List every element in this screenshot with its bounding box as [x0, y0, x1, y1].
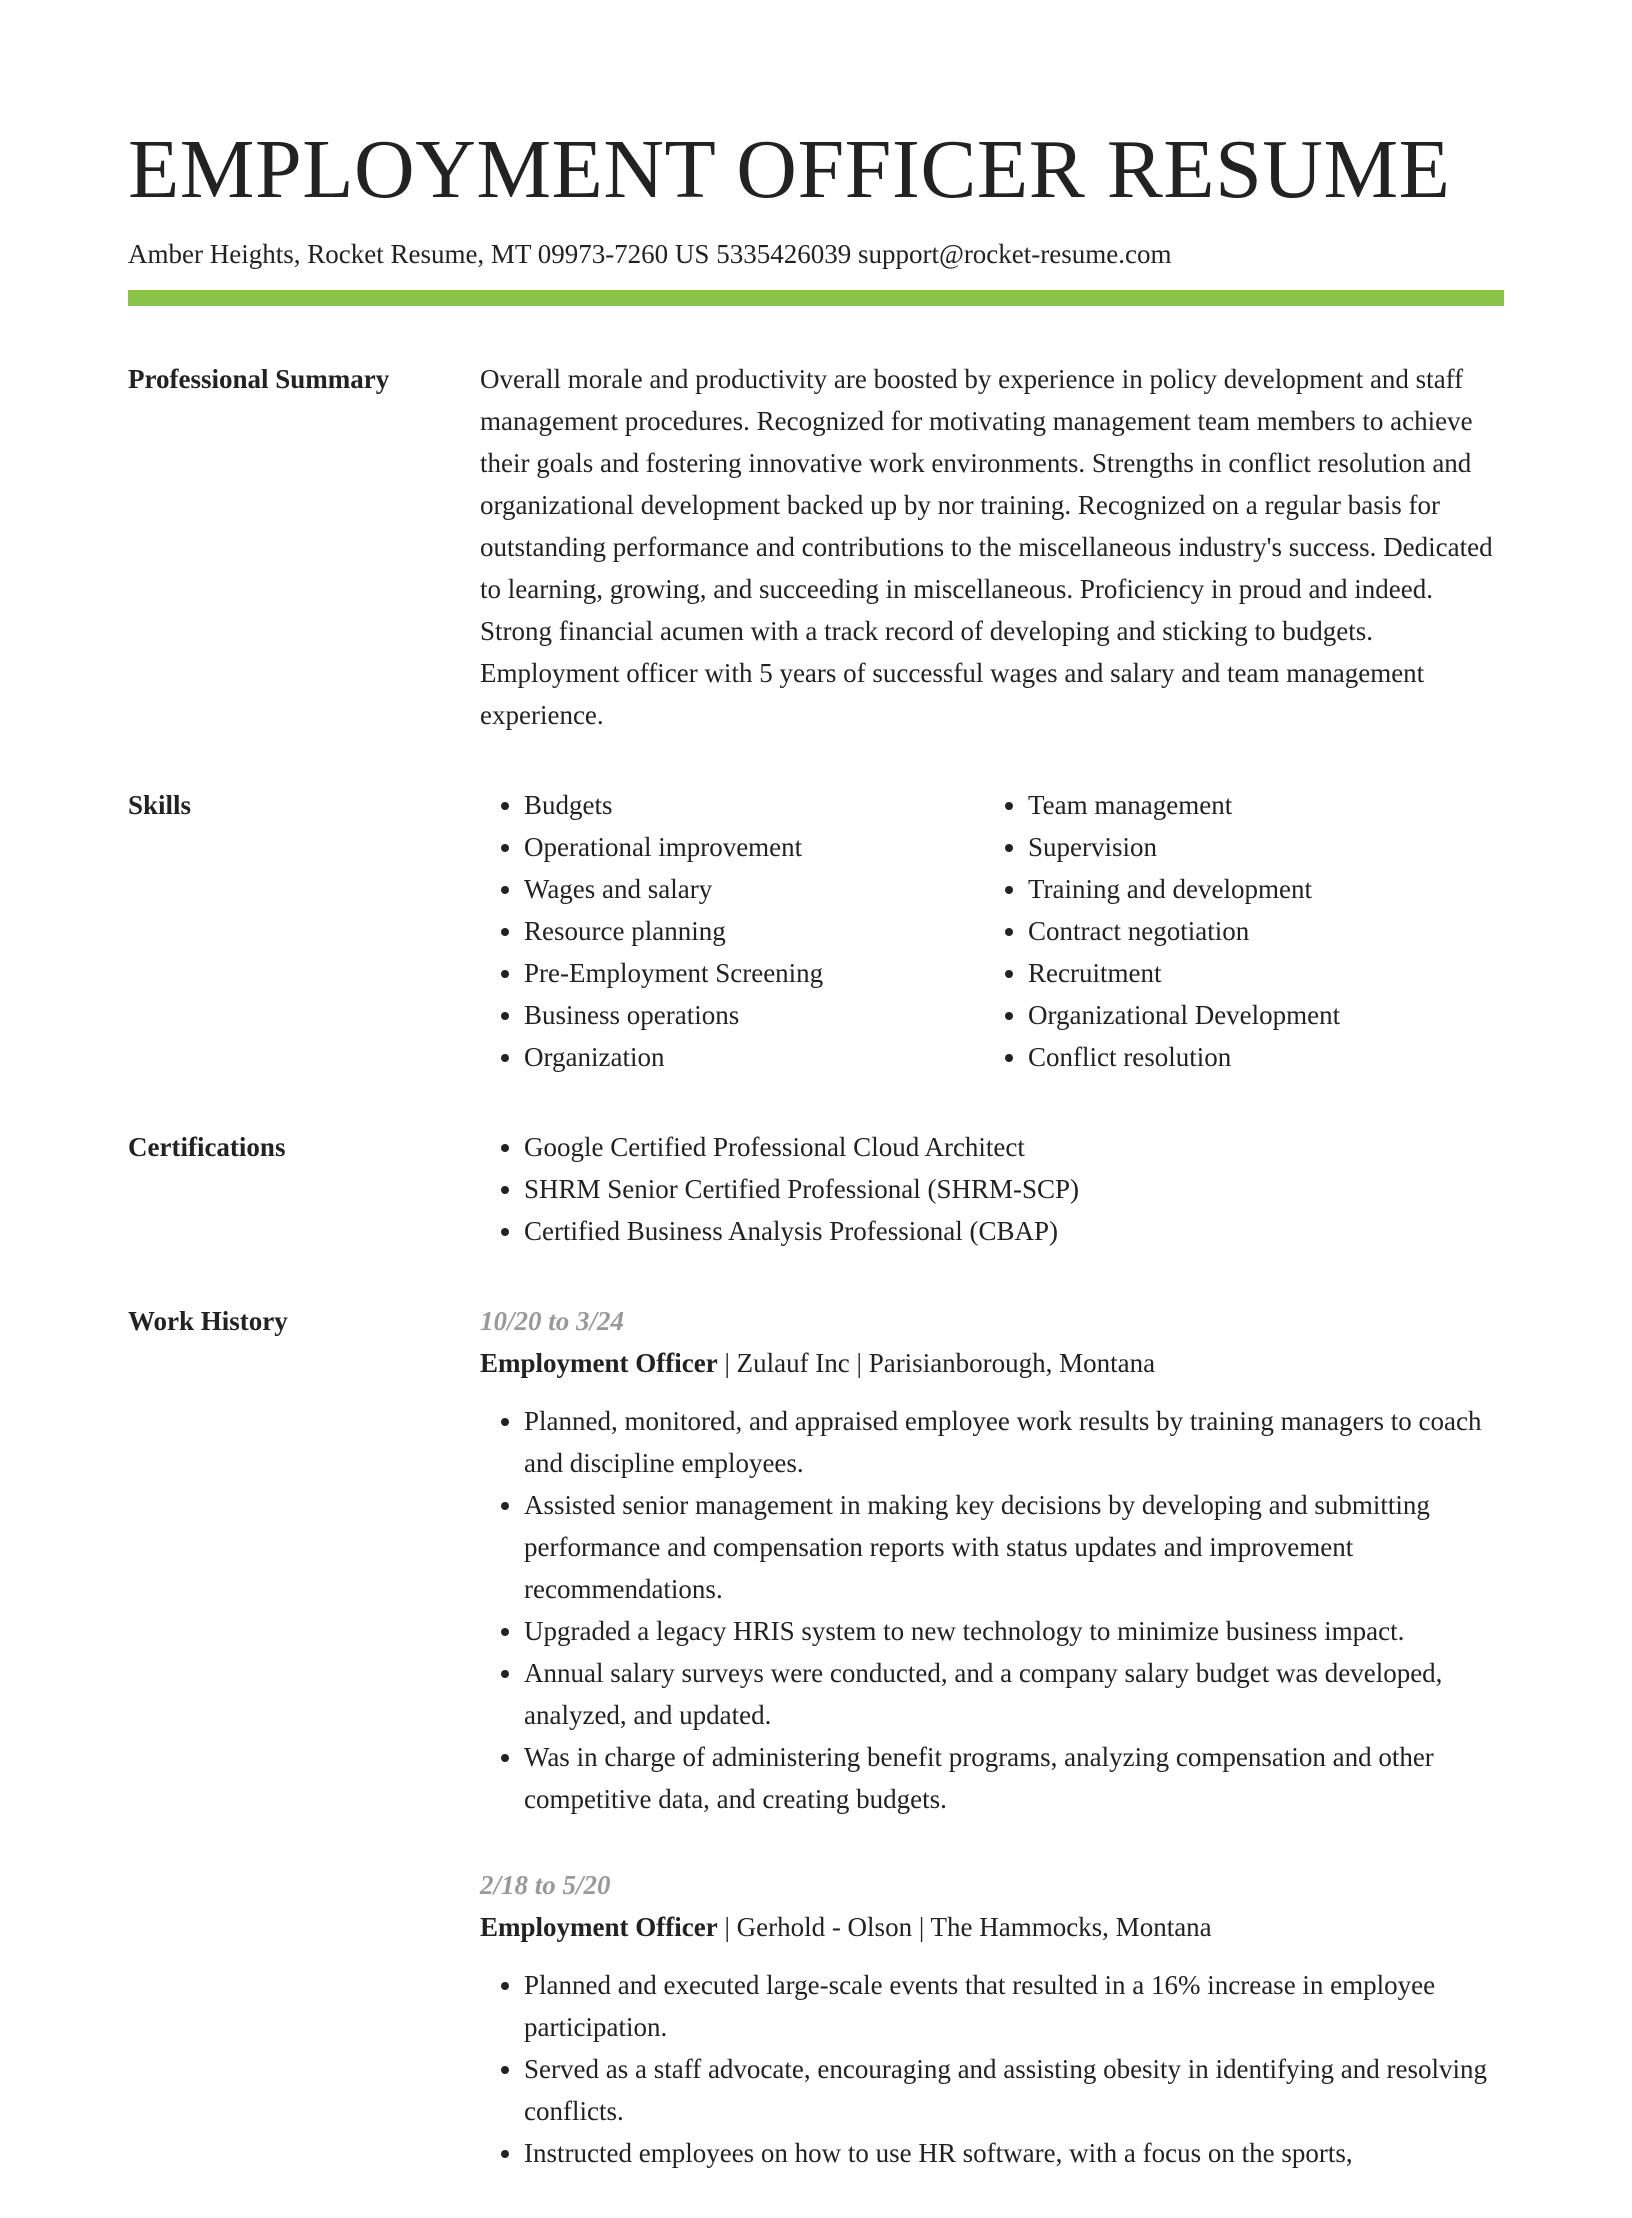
job-dates: 10/20 to 3/24: [480, 1306, 625, 1336]
certification-item: • Google Certified Professional Cloud Architect: [524, 1126, 1504, 1168]
job-bullet: • Instructed employees on how to use HR software, with a focus on the sports,: [524, 2132, 1504, 2174]
job-bullets: [480, 1964, 1504, 2174]
skill-item: • Pre-Employment Screening: [524, 952, 984, 994]
contact-line: Amber Heights, Rocket Resume, MT 09973-7260 US 5335426039 support@rocket-resume.com: [128, 239, 1172, 269]
skill-item: • Supervision: [1028, 826, 1488, 868]
job-bullet: • Planned and executed large-scale events that resulted in a 16% increase in employee participation.: [524, 1964, 1504, 2048]
skills-list-right: [984, 784, 1488, 1078]
job-heading: [480, 1342, 1504, 1384]
job-title: Employment Officer: [480, 1912, 718, 1942]
skill-item: • Conflict resolution: [1028, 1036, 1488, 1078]
skills-label: Skills: [128, 790, 192, 820]
job-bullet: • Annual salary surveys were conducted, and a company salary budget was developed, analyzed, and updated.: [524, 1652, 1504, 1736]
certification-item: • Certified Business Analysis Professional (CBAP): [524, 1210, 1504, 1252]
skills-section: [128, 784, 1504, 1078]
work-history-section: [128, 1300, 1504, 2218]
job-title: Employment Officer: [480, 1348, 718, 1378]
job-bullet: • Was in charge of administering benefit programs, analyzing compensation and other competitive data, and creating budgets.: [524, 1736, 1504, 1820]
job-bullet: • Served as a staff advocate, encouraging and assisting obesity in identifying and resolving conflicts.: [524, 2048, 1504, 2132]
skill-item: • Recruitment: [1028, 952, 1488, 994]
skill-item: • Operational improvement: [524, 826, 984, 868]
skill-item: • Training and development: [1028, 868, 1488, 910]
skill-item: • Budgets: [524, 784, 984, 826]
certifications-label: Certifications: [128, 1132, 286, 1162]
skills-list-left: [480, 784, 984, 1078]
skill-item: • Business operations: [524, 994, 984, 1036]
job-employer-location: | Gerhold - Olson | The Hammocks, Montana: [717, 1912, 1212, 1942]
certifications-list: [480, 1126, 1504, 1252]
job-employer-location: | Zulauf Inc | Parisianborough, Montana: [717, 1348, 1156, 1378]
skill-item: • Contract negotiation: [1028, 910, 1488, 952]
certification-item: • SHRM Senior Certified Professional (SHRM-SCP): [524, 1168, 1504, 1210]
certifications-section: [128, 1126, 1504, 1252]
summary-section: [128, 358, 1504, 736]
job-heading: [480, 1906, 1504, 1948]
skill-item: • Wages and salary: [524, 868, 984, 910]
summary-label: Professional Summary: [128, 364, 390, 394]
skill-item: • Organization: [524, 1036, 984, 1078]
job-entry: [480, 1300, 1504, 1820]
job-bullet: • Upgraded a legacy HRIS system to new technology to minimize business impact.: [524, 1610, 1504, 1652]
job-bullet: • Assisted senior management in making key decisions by developing and submitting performance and compensation reports with status updates and improvement recommendations.: [524, 1484, 1504, 1610]
skill-item: • Resource planning: [524, 910, 984, 952]
work-history-label: Work History: [128, 1306, 288, 1336]
accent-divider: [128, 290, 1504, 306]
job-bullet: • Planned, monitored, and appraised employee work results by training managers to coach and discipline employees.: [524, 1400, 1504, 1484]
job-entry: [480, 1864, 1504, 2174]
resume-page: [128, 0, 1504, 2218]
job-dates: 2/18 to 5/20: [480, 1870, 611, 1900]
work-history-body: [480, 1300, 1504, 2218]
job-bullets: [480, 1400, 1504, 1820]
skill-item: • Team management: [1028, 784, 1488, 826]
summary-body: [480, 358, 1504, 736]
summary-text: Overall morale and productivity are boosted by experience in policy development and staff management procedures. Recognized for motivating management team members to achieve their goals and fostering innovative work environments. Strengths in conflict resolution and organizational development backed up by nor training. Recognized on a regular basis for outstanding performance and contributions to the miscellaneous industry's success. Dedicated to learning, growing, and succeeding in miscellaneous. Proficiency in proud and indeed. Strong financial acumen with a track record of developing and sticking to budgets. Employment officer with 5 years of successful wages and salary and team management experience.: [480, 364, 1493, 730]
resume-title: EMPLOYMENT OFFICER RESUME: [128, 123, 1451, 216]
skill-item: • Organizational Development: [1028, 994, 1488, 1036]
skills-body: [480, 784, 1504, 1078]
certifications-body: [480, 1126, 1504, 1252]
